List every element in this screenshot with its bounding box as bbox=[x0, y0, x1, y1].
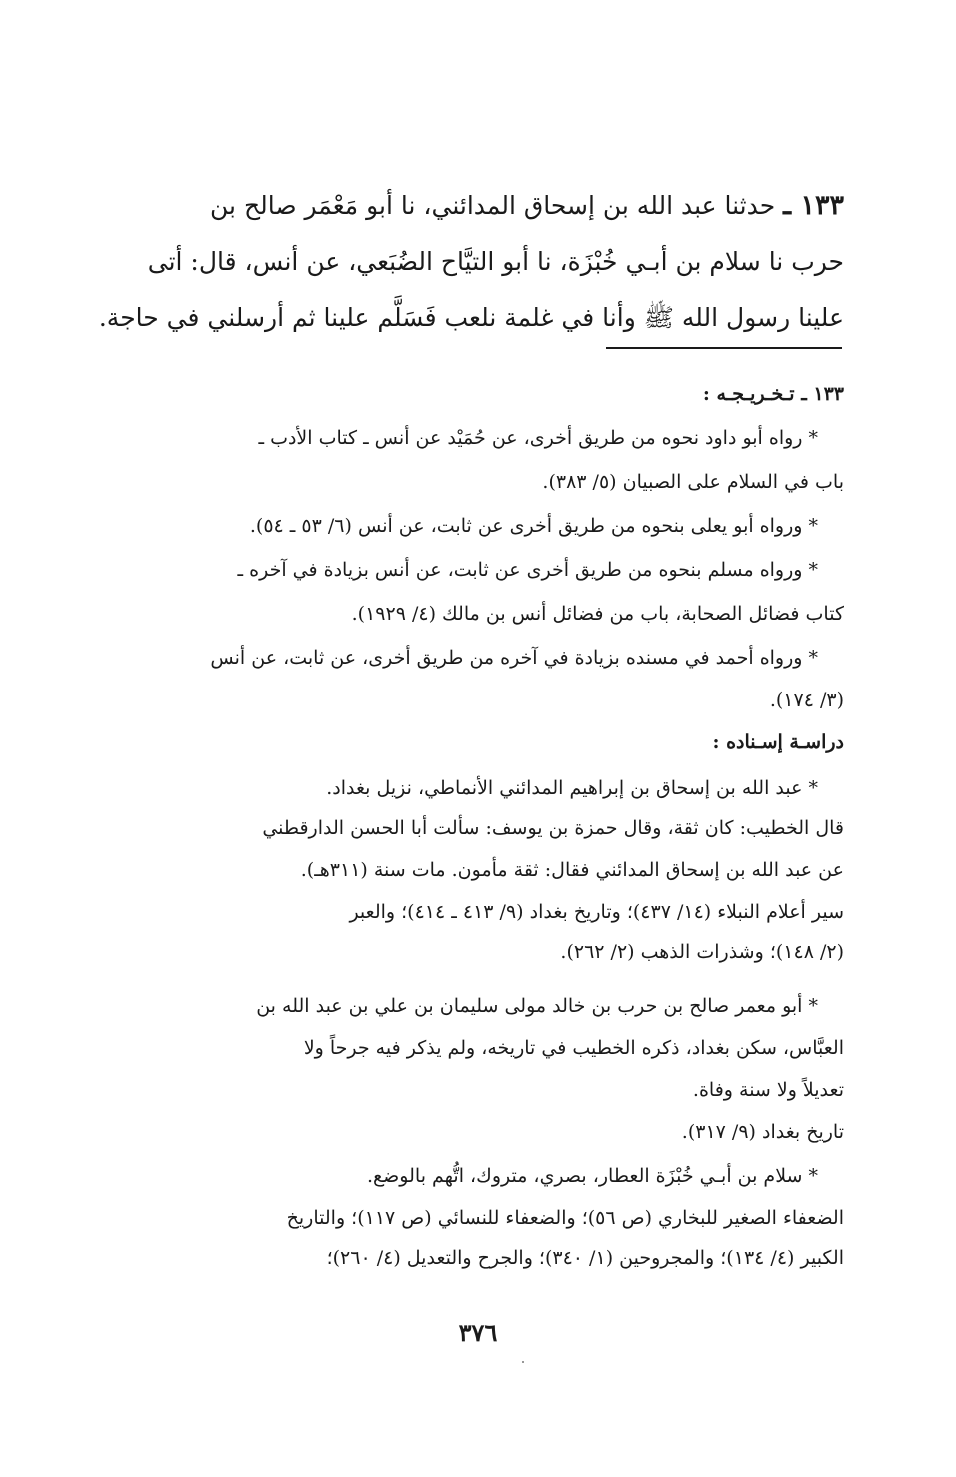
isnad-line: * عبد الله بن إسحاق بن إبراهيم المدائني الأنماطي، نزيل بغداد. bbox=[326, 777, 818, 799]
hadith-line-2: حرب نا سلام بن أبـي خُبْزَة، نا أبو التيَّاح الضُبَعي، عن أنس، قال: أتى bbox=[147, 247, 844, 276]
isnad-line: (٢/ ١٤٨)؛ وشذرات الذهب (٢/ ٢٦٢). bbox=[560, 941, 844, 963]
isnad-line: قال الخطيب: كان ثقة، وقال حمزة بن يوسف: سألت أبا الحسن الدارقطني bbox=[262, 817, 844, 839]
hadith-number: ١٣٣ ـ bbox=[783, 190, 844, 221]
hadith-line-3: علينا رسول الله ﷺ وأنا في غلمة نلعب فَسَلَّم علينا ثم أرسلني في حاجة. bbox=[98, 303, 844, 332]
takhrij-line: * ورواه أبو يعلى بنحوه من طريق أخرى عن ثابت، عن أنس (٦/ ٥٣ ـ ٥٤). bbox=[249, 515, 818, 537]
isnad-line: * أبو معمر صالح بن حرب بن خالد مولى سليمان بن علي بن عبد الله بن bbox=[256, 995, 818, 1017]
footnote-separator bbox=[606, 347, 842, 349]
takhrij-line: باب في السلام على الصبيان (٥/ ٣٨٣). bbox=[542, 471, 844, 493]
isnad-line: سير أعلام النبلاء (١٤/ ٤٣٧)؛ وتاريخ بغداد (٩/ ٤١٣ ـ ٤١٤)؛ والعبر bbox=[349, 901, 844, 923]
takhrij-line: (٣/ ١٧٤). bbox=[769, 689, 844, 711]
hadith-line-1: ١٣٣ ـ حدثنا عبد الله بن إسحاق المدائني، نا أبو مَعْمَر صالح بن bbox=[210, 190, 844, 221]
isnad-line: الكبير (٤/ ١٣٤)؛ والمجروحين (١/ ٣٤٠)؛ والجرح والتعديل (٤/ ٢٦٠)؛ bbox=[326, 1247, 844, 1269]
takhrij-heading: ١٣٣ ـ تـخـريـجـه : bbox=[702, 383, 844, 405]
takhrij-line: * رواه أبو داود نحوه من طريق أخرى، عن حُمَيْد عن أنس ـ كتاب الأدب ـ bbox=[258, 427, 818, 449]
isnad-line: عن عبد الله بن إسحاق المدائني فقال: ثقة مأمون. مات سنة (٣١١هـ). bbox=[300, 859, 844, 881]
page-number: ٣٧٦ bbox=[458, 1318, 498, 1347]
takhrij-line: * ورواه أحمد في مسنده بزيادة في آخره من طريق أخرى، عن ثابت، عن أنس bbox=[210, 647, 818, 669]
isnad-line: العبَّاس، سكن بغداد، ذكره الخطيب في تاريخه، ولم يذكر فيه جرحاً ولا bbox=[303, 1037, 844, 1059]
hadith-text bbox=[92, 178, 844, 346]
isnad-line: * سلام بن أبـي خُبْزَة العطار، بصري، متروك، اتُّهم بالوضع. bbox=[367, 1165, 818, 1187]
isnad-line: الضعفاء الصغير للبخاري (ص ٥٦)؛ والضعفاء للنسائي (ص ١١٧)؛ والتاريخ bbox=[286, 1207, 844, 1229]
scan-speck bbox=[522, 1361, 524, 1363]
takhrij-line: كتاب فضائل الصحابة، باب من فضائل أنس بن مالك (٤/ ١٩٢٩). bbox=[351, 603, 844, 625]
isnad-heading: دراسـة إسـناده : bbox=[712, 731, 844, 753]
takhrij-line: * ورواه مسلم بنحوه من طريق أخرى عن ثابت، عن أنس بزيادة في آخره ـ bbox=[237, 559, 818, 581]
isnad-line: تاريخ بغداد (٩/ ٣١٧). bbox=[681, 1121, 844, 1143]
isnad-line: تعديلاً ولا سنة وفاة. bbox=[692, 1079, 844, 1101]
